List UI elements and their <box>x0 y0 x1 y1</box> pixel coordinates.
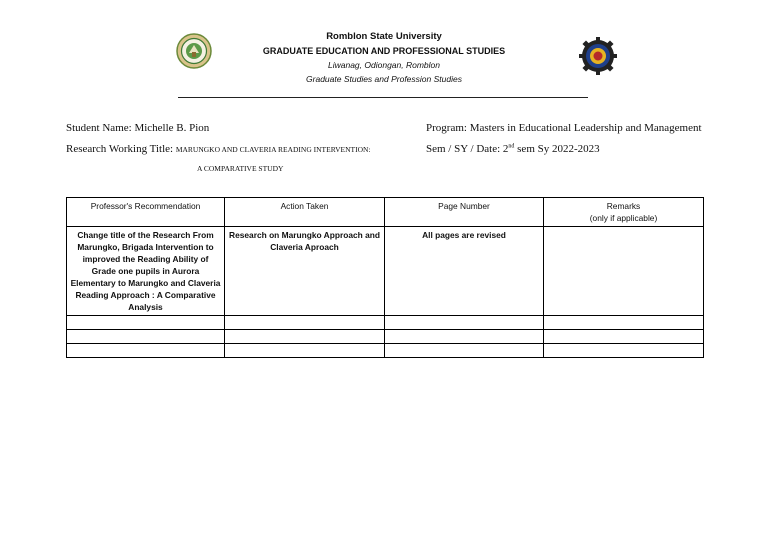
sem-sy-date-field <box>426 143 600 155</box>
cell-remarks <box>544 227 704 316</box>
subtitle-line: Graduate Studies and Profession Studies <box>306 74 462 84</box>
header-recommendation: Professor's Recommendation <box>67 198 225 227</box>
table-header-row <box>67 198 704 227</box>
program-field <box>426 122 702 134</box>
research-title-label: Research Working Title: <box>66 143 174 155</box>
program-value: Masters in Educational Leadership and Management <box>469 122 702 134</box>
header-page-number: Page Number <box>385 198 544 227</box>
research-title-line1: MARUNGKO AND CLAVERIA READING INTERVENTION: <box>175 145 371 154</box>
program-label: Program: <box>426 122 467 134</box>
document-header <box>0 30 768 86</box>
university-name: Romblon State University <box>326 31 442 42</box>
cell-page-number: All pages are revised <box>385 227 544 316</box>
remarks-title: Remarks <box>606 201 641 211</box>
header-remarks <box>544 198 704 227</box>
recommendation-table <box>66 197 704 358</box>
research-title-field <box>66 143 371 155</box>
table-row-empty <box>67 344 704 358</box>
research-title-line2: A COMPARATIVE STUDY <box>197 164 284 173</box>
student-name-field <box>66 122 209 134</box>
table-row <box>67 227 704 316</box>
header-divider <box>178 97 588 98</box>
department-name: GRADUATE EDUCATION AND PROFESSIONAL STUDIES <box>262 46 506 56</box>
cell-action-taken: Research on Marungko Approach and Claveria Aproach <box>225 227 385 316</box>
table-row-empty <box>67 316 704 330</box>
sem-label: Sem / SY / Date: <box>426 143 501 155</box>
location-line: Liwanag, Odiongan, Romblon <box>328 60 440 70</box>
table-row-empty <box>67 330 704 344</box>
sem-rest: sem Sy 2022-2023 <box>517 143 600 155</box>
student-name-label: Student Name: <box>66 122 132 134</box>
cell-recommendation: Change title of the Research From Marungko, Brigada Intervention to improved the Reading Ability of Grade one pupils in Aurora Elementary to Marungko and Claveria Reading Approach : A Comparative Analysis <box>67 227 225 316</box>
remarks-note: (only if applicable) <box>589 213 658 223</box>
sem-suffix: nd <box>508 143 515 150</box>
header-action-taken: Action Taken <box>225 198 385 227</box>
sem-number: 2 <box>502 143 509 155</box>
student-name-value: Michelle B. Pion <box>134 122 210 134</box>
